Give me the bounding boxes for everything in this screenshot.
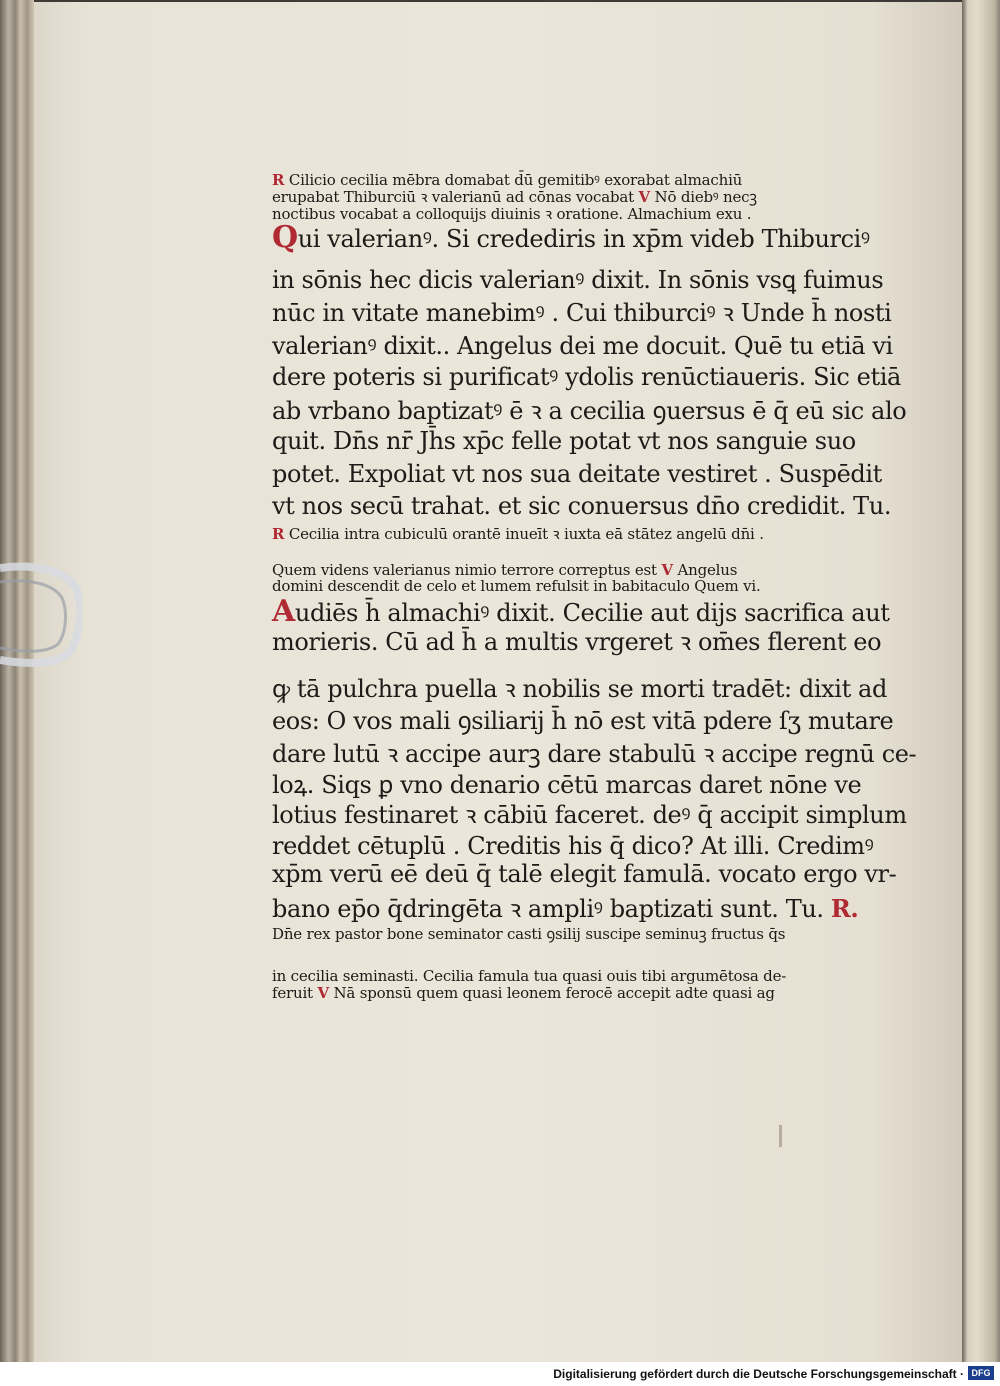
text-run: dare lutū ꝛ accipe aurꝫ dare stabulū ꝛ accipe regnū ce- xyxy=(272,740,917,768)
text-run: potet. Expoliat vt nos sua deitate vestiret . Suspēdit xyxy=(272,460,882,488)
text-line xyxy=(272,492,891,520)
initial-letter: A xyxy=(272,594,295,629)
text-run: Angelus xyxy=(672,561,738,579)
text-line xyxy=(272,798,907,831)
text-run: quit. Dn̄s nr̄ Jh̄s xp̄c felle potat vt nos sanguie suo xyxy=(272,427,856,455)
text-run: domini descendit de celo et lumem refulsit in babitaculo Quem vi. xyxy=(272,577,761,595)
text-run: Nā sponsū quem quasi leonem ferocē accepit adte quasi ag xyxy=(328,984,775,1002)
text-run: erupabat Thiburciū ꝛ valerianū ad cōnas vocabat xyxy=(272,188,639,206)
text-run: Quem videns valerianus nimio terrore correptus est xyxy=(272,561,662,579)
text-line xyxy=(272,768,861,801)
text-run: morieris. Cū ad h̄ a multis vrgeret ꝛ om̄es flerent eo xyxy=(272,628,882,656)
text-line xyxy=(272,860,896,888)
rubric-mark: V xyxy=(317,984,329,1002)
text-run: noctibus vocabat a colloquijs diuinis ꝛ oratione. Almachium exu . xyxy=(272,205,752,223)
text-run: ab vrbano baptizatꝰ ē ꝛ a cecilia ꝯuersus ē q̄ eū sic alo xyxy=(272,397,907,425)
initial-letter: Q xyxy=(272,220,298,255)
text-line xyxy=(272,984,775,1002)
rubric-mark: V xyxy=(638,188,650,206)
footer-bar xyxy=(0,1362,1000,1386)
text-run: vt nos secū trahat. et sic conuersus dn̄o credidit. Tu. xyxy=(272,492,892,520)
text-run: lotius festinaret ꝛ cābiū faceret. deꝰ q̄ accipit simplum xyxy=(272,801,907,829)
rubric-mark: R xyxy=(272,171,285,189)
text-run: in cecilia seminasti. Cecilia famula tua quasi ouis tibi argumētosa de- xyxy=(272,967,787,985)
text-line xyxy=(272,296,891,329)
text-run: xp̄m verū eē deū q̄ talē elegit famulā. vocato ergo vr- xyxy=(272,860,897,888)
text-run: Nō diebꝰ necꝫ xyxy=(649,188,757,206)
text-line xyxy=(272,924,785,944)
rubric-mark: R. xyxy=(830,894,859,923)
text-run: udiēs h̄ almachiꝰ dixit. Cecilie aut dijs sacrifica aut xyxy=(294,599,890,627)
text-line xyxy=(272,263,883,296)
text-run: feruit xyxy=(272,984,318,1002)
text-run: nūc in vitate manebimꝰ . Cui thiburciꝰ ꝛ Unde h̄ nosti xyxy=(272,299,892,327)
text-run: reddet cētuplū . Creditis his q̄ dico? At illi. Credimꝰ xyxy=(272,832,874,860)
rubric-mark: V xyxy=(661,561,673,579)
text-line xyxy=(272,594,890,629)
page-clip xyxy=(0,560,82,670)
text-run: dere poteris si purificatꝰ ydolis renūctiaueris. Sic etiā xyxy=(272,363,901,391)
funding-credit: Digitalisierung gefördert durch die Deutsche Forschungsgemeinschaft · xyxy=(553,1367,964,1381)
page-mark xyxy=(779,1125,782,1147)
left-page-edges xyxy=(0,0,34,1362)
text-line xyxy=(272,737,916,770)
text-line xyxy=(272,360,901,393)
text-line xyxy=(272,329,893,362)
text-line xyxy=(272,427,856,455)
text-line xyxy=(272,967,786,985)
text-run: Cecilia intra cubiculū orantē inueīt ꝛ iuxta eā stātez angelū dn̄i . xyxy=(284,525,764,543)
text-run: loꝝ. Siqs ꝑ vno denario cētū marcas daret nōne ve xyxy=(272,771,862,799)
text-run: valerianꝰ dixit.. Angelus dei me docuit. Quē tu etiā vi xyxy=(272,332,893,360)
text-run: eos: O vos mali ꝯsiliarij h̄ nō est vitā pdere ſʒ mutare xyxy=(272,707,894,735)
text-run: in sōnis hec dicis valerianꝰ dixit. In sōnis vsꝗ fuimus xyxy=(272,266,884,294)
right-page-edges xyxy=(962,0,1000,1362)
text-run: Dn̄e rex pastor bone seminator casti ꝯsilij suscipe seminuꝫ fructus q̄s xyxy=(272,925,786,943)
text-line xyxy=(272,220,870,255)
text-line xyxy=(272,394,906,427)
text-run: ui valerianꝰ. Si credediris in xp̄m videb Thiburciꝰ xyxy=(297,225,870,253)
dfg-logo: DFG xyxy=(968,1366,994,1380)
text-run: ꝙ tā pulchra puella ꝛ nobilis se morti tradēt: dixit ad xyxy=(272,675,887,703)
text-line xyxy=(272,524,764,544)
text-line xyxy=(272,577,761,595)
text-run: Cilicio cecilia mēbra domabat d̄ū gemitibꝰ exorabat almachiū xyxy=(284,171,743,189)
text-line xyxy=(272,892,858,925)
text-line xyxy=(272,672,887,705)
text-line xyxy=(272,460,882,488)
book-page xyxy=(34,2,964,1362)
text-line xyxy=(272,829,873,862)
rubric-mark: R xyxy=(272,525,285,543)
text-line xyxy=(272,625,881,658)
text-run: bano ep̄o q̄dringēta ꝛ ampliꝰ baptizati sunt. Tu. xyxy=(272,895,831,923)
text-line xyxy=(272,704,893,737)
